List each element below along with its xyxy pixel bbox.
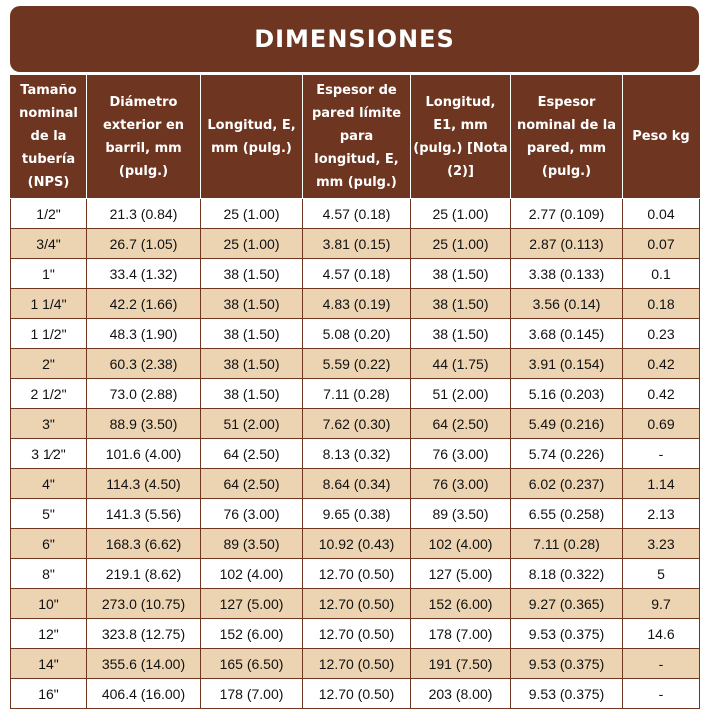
cell-nominal-wall-thickness: 8.18 (0.322) xyxy=(511,559,623,589)
cell-nominal-size: 10" xyxy=(11,589,87,619)
cell-nominal-size: 3" xyxy=(11,409,87,439)
table-header-row xyxy=(11,75,700,199)
cell-length-e1: 127 (5.00) xyxy=(411,559,511,589)
cell-wall-limit-thickness: 4.83 (0.19) xyxy=(303,289,411,319)
cell-nominal-size: 6" xyxy=(11,529,87,559)
cell-nominal-size: 1 1/4" xyxy=(11,289,87,319)
cell-nominal-wall-thickness: 9.53 (0.375) xyxy=(511,649,623,679)
cell-outside-diameter: 101.6 (4.00) xyxy=(87,439,201,469)
cell-weight: 2.13 xyxy=(623,499,700,529)
cell-weight: - xyxy=(623,649,700,679)
cell-length-e1: 76 (3.00) xyxy=(411,439,511,469)
cell-wall-limit-thickness: 12.70 (0.50) xyxy=(303,649,411,679)
cell-wall-limit-thickness: 12.70 (0.50) xyxy=(303,619,411,649)
table-row xyxy=(11,199,700,229)
cell-nominal-size: 1" xyxy=(11,259,87,289)
table-row xyxy=(11,409,700,439)
header-weight: Peso kg xyxy=(623,75,700,199)
cell-length-e1: 38 (1.50) xyxy=(411,319,511,349)
table-row xyxy=(11,259,700,289)
cell-length-e: 38 (1.50) xyxy=(201,259,303,289)
table-body xyxy=(11,199,700,709)
cell-length-e: 38 (1.50) xyxy=(201,349,303,379)
cell-wall-limit-thickness: 12.70 (0.50) xyxy=(303,589,411,619)
cell-outside-diameter: 219.1 (8.62) xyxy=(87,559,201,589)
cell-outside-diameter: 21.3 (0.84) xyxy=(87,199,201,229)
cell-length-e: 102 (4.00) xyxy=(201,559,303,589)
cell-length-e1: 89 (3.50) xyxy=(411,499,511,529)
cell-nominal-wall-thickness: 5.49 (0.216) xyxy=(511,409,623,439)
cell-nominal-size: 1 1/2" xyxy=(11,319,87,349)
table-row xyxy=(11,589,700,619)
cell-nominal-size: 3/4" xyxy=(11,229,87,259)
cell-length-e: 127 (5.00) xyxy=(201,589,303,619)
header-wall-limit-thickness: Espesor de pared límite para longitud, E, mm (pulg.) xyxy=(303,75,411,199)
cell-outside-diameter: 73.0 (2.88) xyxy=(87,379,201,409)
cell-length-e: 51 (2.00) xyxy=(201,409,303,439)
cell-length-e: 64 (2.50) xyxy=(201,439,303,469)
cell-wall-limit-thickness: 4.57 (0.18) xyxy=(303,259,411,289)
cell-length-e1: 191 (7.50) xyxy=(411,649,511,679)
cell-length-e: 64 (2.50) xyxy=(201,469,303,499)
table-row xyxy=(11,679,700,709)
cell-wall-limit-thickness: 7.11 (0.28) xyxy=(303,379,411,409)
cell-nominal-wall-thickness: 5.16 (0.203) xyxy=(511,379,623,409)
cell-weight: 1.14 xyxy=(623,469,700,499)
header-length-e1: Longitud, E1, mm (pulg.) [Nota (2)] xyxy=(411,75,511,199)
cell-wall-limit-thickness: 8.13 (0.32) xyxy=(303,439,411,469)
cell-length-e: 25 (1.00) xyxy=(201,229,303,259)
cell-length-e: 38 (1.50) xyxy=(201,379,303,409)
cell-length-e1: 64 (2.50) xyxy=(411,409,511,439)
cell-outside-diameter: 355.6 (14.00) xyxy=(87,649,201,679)
cell-weight: 0.1 xyxy=(623,259,700,289)
dimensions-table xyxy=(10,75,700,709)
table-row xyxy=(11,289,700,319)
cell-weight: 0.18 xyxy=(623,289,700,319)
table-row xyxy=(11,349,700,379)
cell-nominal-size: 3 1⁄2" xyxy=(11,439,87,469)
cell-nominal-size: 14" xyxy=(11,649,87,679)
table-row xyxy=(11,619,700,649)
cell-weight: 14.6 xyxy=(623,619,700,649)
cell-nominal-size: 2" xyxy=(11,349,87,379)
cell-weight: 0.07 xyxy=(623,229,700,259)
cell-length-e1: 38 (1.50) xyxy=(411,259,511,289)
table-row xyxy=(11,529,700,559)
cell-nominal-wall-thickness: 5.74 (0.226) xyxy=(511,439,623,469)
cell-length-e: 165 (6.50) xyxy=(201,649,303,679)
cell-weight: 9.7 xyxy=(623,589,700,619)
header-length-e: Longitud, E, mm (pulg.) xyxy=(201,75,303,199)
cell-nominal-wall-thickness: 3.68 (0.145) xyxy=(511,319,623,349)
cell-wall-limit-thickness: 10.92 (0.43) xyxy=(303,529,411,559)
cell-length-e: 38 (1.50) xyxy=(201,319,303,349)
cell-length-e1: 25 (1.00) xyxy=(411,199,511,229)
cell-nominal-wall-thickness: 9.27 (0.365) xyxy=(511,589,623,619)
cell-nominal-wall-thickness: 6.55 (0.258) xyxy=(511,499,623,529)
cell-nominal-wall-thickness: 9.53 (0.375) xyxy=(511,619,623,649)
cell-length-e1: 76 (3.00) xyxy=(411,469,511,499)
cell-length-e: 178 (7.00) xyxy=(201,679,303,709)
cell-nominal-size: 1/2" xyxy=(11,199,87,229)
cell-length-e1: 152 (6.00) xyxy=(411,589,511,619)
cell-length-e1: 51 (2.00) xyxy=(411,379,511,409)
cell-outside-diameter: 42.2 (1.66) xyxy=(87,289,201,319)
cell-outside-diameter: 273.0 (10.75) xyxy=(87,589,201,619)
cell-nominal-size: 5" xyxy=(11,499,87,529)
cell-wall-limit-thickness: 4.57 (0.18) xyxy=(303,199,411,229)
cell-wall-limit-thickness: 12.70 (0.50) xyxy=(303,679,411,709)
cell-length-e: 89 (3.50) xyxy=(201,529,303,559)
cell-nominal-wall-thickness: 3.56 (0.14) xyxy=(511,289,623,319)
cell-wall-limit-thickness: 9.65 (0.38) xyxy=(303,499,411,529)
cell-nominal-size: 4" xyxy=(11,469,87,499)
cell-nominal-size: 8" xyxy=(11,559,87,589)
cell-weight: 0.23 xyxy=(623,319,700,349)
table-row xyxy=(11,559,700,589)
cell-length-e1: 25 (1.00) xyxy=(411,229,511,259)
table-row xyxy=(11,319,700,349)
cell-wall-limit-thickness: 7.62 (0.30) xyxy=(303,409,411,439)
cell-outside-diameter: 48.3 (1.90) xyxy=(87,319,201,349)
cell-nominal-wall-thickness: 9.53 (0.375) xyxy=(511,679,623,709)
cell-nominal-wall-thickness: 2.87 (0.113) xyxy=(511,229,623,259)
cell-weight: 5 xyxy=(623,559,700,589)
title-banner xyxy=(10,6,699,72)
cell-outside-diameter: 406.4 (16.00) xyxy=(87,679,201,709)
cell-weight: - xyxy=(623,679,700,709)
cell-outside-diameter: 168.3 (6.62) xyxy=(87,529,201,559)
cell-nominal-wall-thickness: 3.91 (0.154) xyxy=(511,349,623,379)
header-nominal-size: Tamaño nominal de la tubería (NPS) xyxy=(11,75,87,199)
cell-outside-diameter: 26.7 (1.05) xyxy=(87,229,201,259)
table-row xyxy=(11,499,700,529)
cell-wall-limit-thickness: 5.08 (0.20) xyxy=(303,319,411,349)
table-row xyxy=(11,379,700,409)
cell-outside-diameter: 60.3 (2.38) xyxy=(87,349,201,379)
cell-outside-diameter: 88.9 (3.50) xyxy=(87,409,201,439)
cell-nominal-wall-thickness: 7.11 (0.28) xyxy=(511,529,623,559)
cell-weight: - xyxy=(623,439,700,469)
cell-weight: 3.23 xyxy=(623,529,700,559)
table-row xyxy=(11,229,700,259)
header-nominal-wall-thickness: Espesor nominal de la pared, mm (pulg.) xyxy=(511,75,623,199)
cell-nominal-size: 16" xyxy=(11,679,87,709)
cell-weight: 0.42 xyxy=(623,349,700,379)
cell-weight: 0.42 xyxy=(623,379,700,409)
cell-nominal-wall-thickness: 3.38 (0.133) xyxy=(511,259,623,289)
cell-weight: 0.04 xyxy=(623,199,700,229)
cell-wall-limit-thickness: 3.81 (0.15) xyxy=(303,229,411,259)
cell-nominal-size: 2 1/2" xyxy=(11,379,87,409)
cell-length-e1: 38 (1.50) xyxy=(411,289,511,319)
cell-wall-limit-thickness: 8.64 (0.34) xyxy=(303,469,411,499)
cell-outside-diameter: 114.3 (4.50) xyxy=(87,469,201,499)
cell-outside-diameter: 141.3 (5.56) xyxy=(87,499,201,529)
table-row xyxy=(11,469,700,499)
cell-nominal-wall-thickness: 6.02 (0.237) xyxy=(511,469,623,499)
cell-length-e1: 178 (7.00) xyxy=(411,619,511,649)
cell-nominal-size: 12" xyxy=(11,619,87,649)
page-title: DIMENSIONES xyxy=(254,25,455,53)
table-row xyxy=(11,649,700,679)
cell-weight: 0.69 xyxy=(623,409,700,439)
cell-length-e1: 102 (4.00) xyxy=(411,529,511,559)
cell-length-e: 25 (1.00) xyxy=(201,199,303,229)
cell-outside-diameter: 323.8 (12.75) xyxy=(87,619,201,649)
cell-length-e: 76 (3.00) xyxy=(201,499,303,529)
cell-length-e1: 44 (1.75) xyxy=(411,349,511,379)
cell-wall-limit-thickness: 5.59 (0.22) xyxy=(303,349,411,379)
cell-length-e: 152 (6.00) xyxy=(201,619,303,649)
table-row xyxy=(11,439,700,469)
cell-wall-limit-thickness: 12.70 (0.50) xyxy=(303,559,411,589)
cell-length-e: 38 (1.50) xyxy=(201,289,303,319)
cell-nominal-wall-thickness: 2.77 (0.109) xyxy=(511,199,623,229)
cell-outside-diameter: 33.4 (1.32) xyxy=(87,259,201,289)
header-outside-diameter: Diámetro exterior en barril, mm (pulg.) xyxy=(87,75,201,199)
cell-length-e1: 203 (8.00) xyxy=(411,679,511,709)
